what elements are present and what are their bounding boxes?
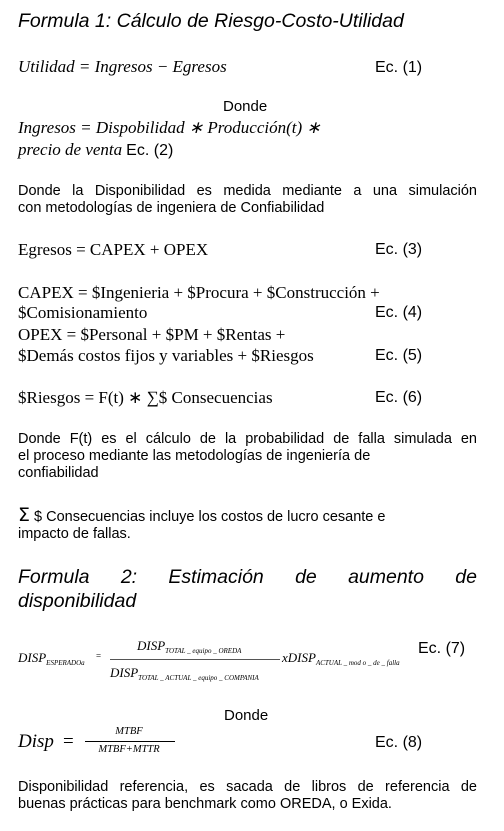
equation-7-denominator <box>110 665 259 682</box>
equation-7-num-subscript: TOTAL _ equipo _ OREDA <box>165 647 242 655</box>
equation-7-label: Ec. (7) <box>418 640 466 657</box>
equation-7-lhs-subscript: ESPERADOa <box>46 659 85 667</box>
equation-2-line1: Ingresos = Dispobilidad ∗ Producción(t) ∗ <box>18 118 321 137</box>
equation-5-line1: OPEX = $Personal + $PM + $Rentas + <box>18 325 286 344</box>
equation-2-label: Ec. (2) <box>126 142 174 159</box>
equation-7-num-disp: DISP <box>137 638 166 653</box>
equation-6-label: Ec. (6) <box>375 389 423 406</box>
paragraph-ft-line1: Donde F(t) es el cálculo de la probabilidad de falla simulada en <box>18 431 477 447</box>
formula2-heading-word-6: de <box>455 566 477 588</box>
formula2-heading-word-5: aumento <box>348 566 424 588</box>
paragraph-consecuencias-text: $ Consecuencias incluye los costos de lucro cesante e <box>30 509 386 525</box>
equation-7-den-disp: DISP <box>110 665 139 680</box>
equation-7-rhs-subscript: ACTUAL _ mod o _ de _ falla <box>315 659 400 667</box>
equation-8-fraction-bar <box>85 741 175 742</box>
equation-8-equals: = <box>63 731 74 752</box>
paragraph-ft-line2: el proceso mediante las metodologías de ingeniería de <box>18 448 371 464</box>
equation-8-lhs: Disp <box>18 731 54 752</box>
equation-7-fraction-bar <box>110 659 280 660</box>
equation-7-numerator <box>137 638 241 655</box>
formula1-heading: Formula 1: Cálculo de Riesgo-Costo-Utilidad <box>18 10 404 32</box>
paragraph-referencia-line2: buenas prácticas para benchmark como OREDA, o Exida. <box>18 796 392 812</box>
equation-7-rhs-disp: xDISP <box>282 650 316 665</box>
equation-7-rhs <box>282 650 400 667</box>
paragraph-ft-line3: confiabilidad <box>18 465 99 481</box>
paragraph-consecuencias-line1 <box>18 504 386 526</box>
equation-7-den-subscript: TOTAL _ ACTUAL _ equipo _ COMPANIA <box>138 674 259 682</box>
donde-label-2: Donde <box>224 707 269 724</box>
formula2-heading-word-4: de <box>295 566 317 588</box>
paragraph-referencia-line1: Disponibilidad referencia, es sacada de libros de referencia de <box>18 779 477 795</box>
equation-8-denominator: MTBF+MTTR <box>98 744 160 755</box>
equation-5-line2: $Demás costos fijos y variables + $Riesgos <box>18 346 314 365</box>
formula2-heading-line2: disponibilidad <box>18 590 137 612</box>
formula2-heading-word-1: Formula <box>18 566 90 588</box>
paragraph-consecuencias-line2: impacto de fallas. <box>18 526 131 542</box>
equation-4-line1: CAPEX = $Ingenieria + $Procura + $Construcción + <box>18 283 380 302</box>
equation-6: $Riesgos = F(t) ∗ ∑$ Consecuencias <box>18 388 273 407</box>
equation-8-label: Ec. (8) <box>375 734 423 751</box>
equation-8-numerator: MTBF <box>115 726 143 737</box>
equation-7-equals: = <box>96 651 102 661</box>
equation-2-precio: precio de venta <box>18 140 123 159</box>
equation-1: Utilidad = Ingresos − Egresos <box>18 57 227 76</box>
equation-4-line2: $Comisionamiento <box>18 303 148 322</box>
paragraph-disponibilidad-line2: con metodologías de ingeniera de Confiabilidad <box>18 200 325 216</box>
donde-label-1: Donde <box>223 98 268 115</box>
equation-4-label: Ec. (4) <box>375 304 423 321</box>
equation-3-label: Ec. (3) <box>375 241 423 258</box>
paragraph-disponibilidad-line1: Donde la Disponibilidad es medida mediante a una simulación <box>18 183 477 199</box>
sigma-symbol: Σ <box>18 504 31 526</box>
formula2-heading-line1 <box>18 566 477 589</box>
formula2-heading-word-2: 2: <box>120 566 138 588</box>
formula2-heading-word-3: Estimación <box>168 566 264 588</box>
equation-2-line2 <box>18 140 173 160</box>
equation-7-lhs-disp: DISP <box>18 650 47 665</box>
equation-3: Egresos = CAPEX + OPEX <box>18 240 209 259</box>
equation-7-lhs <box>18 650 85 667</box>
equation-5-label: Ec. (5) <box>375 347 423 364</box>
equation-1-label: Ec. (1) <box>375 59 423 76</box>
